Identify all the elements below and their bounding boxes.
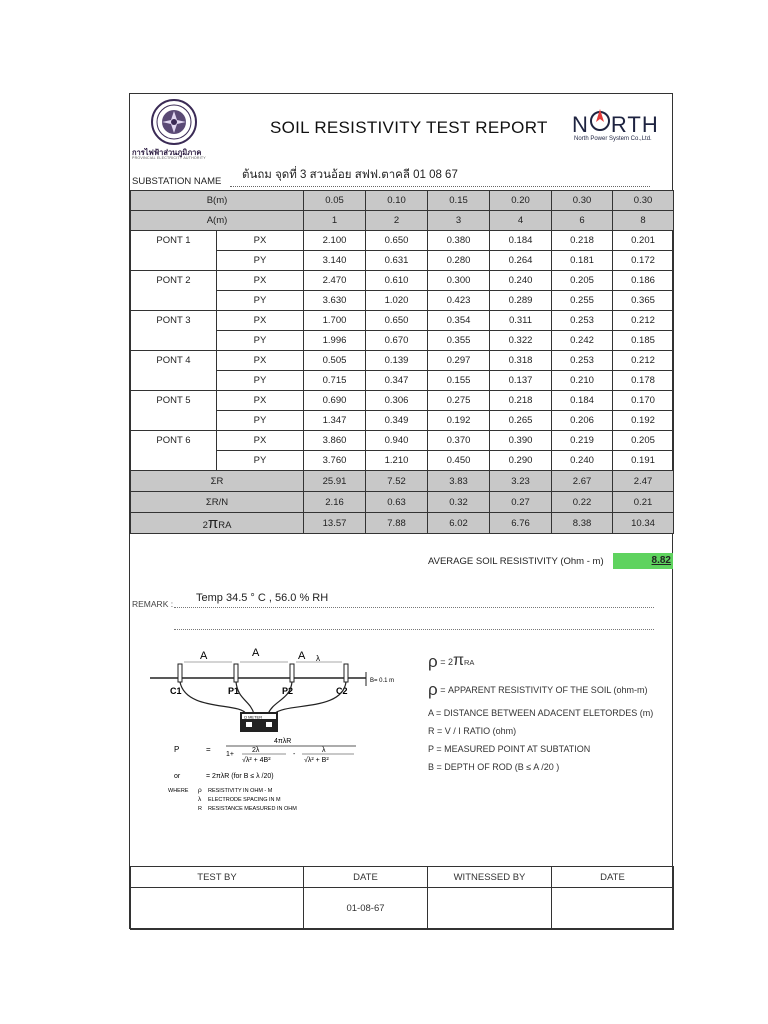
table-cell: 3.630: [304, 291, 366, 311]
table-cell: 0.139: [366, 351, 428, 371]
point-name: PONT 3: [131, 311, 217, 331]
table-cell: 0.255: [552, 291, 613, 311]
axis-label: PY: [217, 371, 304, 391]
table-cell: 2.470: [304, 271, 366, 291]
table-cell: 0.289: [490, 291, 552, 311]
table-cell: 0.186: [613, 271, 674, 291]
sum-rn-row: [131, 492, 674, 513]
where-lambda-symbol: λ: [198, 796, 202, 803]
formula-numerator: 4πλR: [274, 738, 292, 745]
remark-label: REMARK :: [132, 599, 174, 609]
a-spacing-3: A: [298, 650, 306, 662]
substation-label: SUBSTATION NAME: [132, 176, 222, 187]
table-cell: 1.210: [366, 451, 428, 471]
table-cell: 0.205: [613, 431, 674, 451]
average-value-text: 8.82: [651, 555, 671, 566]
where-r-symbol: R: [198, 806, 202, 812]
report-title: SOIL RESISTIVITY TEST REPORT: [270, 118, 548, 137]
where-label: WHERE: [168, 788, 189, 794]
report-sheet: [129, 93, 673, 929]
table-cell: 0.347: [366, 371, 428, 391]
date-header-1: DATE: [304, 867, 428, 888]
point-name-cont: [131, 331, 217, 351]
sum-rn-value: 0.27: [490, 492, 552, 513]
table-cell: 0.172: [613, 251, 674, 271]
table-cell: 3.860: [304, 431, 366, 451]
two-pi-ra-row: [131, 513, 674, 534]
north-logo-n: N: [572, 112, 589, 137]
formula-one: 1+: [226, 751, 234, 758]
test-by-cell: [131, 888, 304, 930]
b-value: 0.20: [490, 191, 552, 211]
axis-label: PY: [217, 291, 304, 311]
table-cell: 0.354: [428, 311, 490, 331]
point-row: [131, 431, 674, 451]
table-cell: 0.423: [428, 291, 490, 311]
date-header-2: DATE: [552, 867, 674, 888]
table-cell: 0.212: [613, 311, 674, 331]
table-cell: 0.205: [552, 271, 613, 291]
pea-logo: [150, 98, 198, 146]
table-cell: 1.020: [366, 291, 428, 311]
a-value: 1: [304, 211, 366, 231]
two-pi-ra-value: 6.76: [490, 513, 552, 534]
sum-r-label: ΣR: [131, 471, 304, 492]
point-name-cont: [131, 291, 217, 311]
remark-line-1: [174, 607, 654, 608]
meter-label: Ω METER: [244, 714, 263, 720]
pea-name-en: PROVINCIAL ELECTRICITY AUTHORITY: [132, 156, 206, 160]
table-cell: 0.218: [552, 231, 613, 251]
point-name-cont: [131, 251, 217, 271]
table-cell: 0.191: [613, 451, 674, 471]
axis-label: PY: [217, 331, 304, 351]
two-pi-ra-label: [131, 513, 304, 534]
table-cell: 0.370: [428, 431, 490, 451]
axis-label: PX: [217, 231, 304, 251]
table-cell: 0.311: [490, 311, 552, 331]
where-r: RESISTANCE MEASURED IN OHM: [208, 806, 297, 812]
test-by-header: TEST BY: [131, 867, 304, 888]
legend-line6: B = DEPTH OF ROD (B ≤ A /20 ): [428, 762, 560, 772]
sum-r-value: 3.23: [490, 471, 552, 492]
table-cell: 0.349: [366, 411, 428, 431]
table-cell: 3.760: [304, 451, 366, 471]
table-cell: 0.318: [490, 351, 552, 371]
legend-line2: = APPARENT RESISTIVITY OF THE SOIL (ohm-m): [440, 685, 648, 695]
table-cell: 2.100: [304, 231, 366, 251]
a-value: 2: [366, 211, 428, 231]
sum-r-row: [131, 471, 674, 492]
sum-rn-label: ΣR/N: [131, 492, 304, 513]
point-row: [131, 231, 674, 251]
remark-line-2: [174, 629, 654, 630]
b-row: [131, 191, 674, 211]
sum-r-value: 3.83: [428, 471, 490, 492]
sum-r-value: 25.91: [304, 471, 366, 492]
formula-lambda: λ: [322, 747, 326, 754]
axis-label: PX: [217, 311, 304, 331]
p1-label: P1: [228, 686, 240, 696]
a-value: 3: [428, 211, 490, 231]
where-lambda: ELECTRODE SPACING IN M: [208, 797, 281, 803]
table-cell: 0.192: [428, 411, 490, 431]
point-name-cont: [131, 411, 217, 431]
two-pi-ra-value: 7.88: [366, 513, 428, 534]
sum-rn-value: 0.32: [428, 492, 490, 513]
lambda-label: λ: [316, 654, 320, 663]
point-name-cont: [131, 371, 217, 391]
a-label: A(m): [131, 211, 304, 231]
table-cell: 0.940: [366, 431, 428, 451]
table-cell: 0.206: [552, 411, 613, 431]
a-value: 8: [613, 211, 674, 231]
pea-name-th: การไฟฟ้าส่วนภูมิภาค: [132, 148, 202, 157]
table-cell: 1.347: [304, 411, 366, 431]
b-value: 0.30: [613, 191, 674, 211]
two-pi-ra-2: 2: [202, 519, 208, 531]
table-cell: 0.650: [366, 311, 428, 331]
table-cell: 0.670: [366, 331, 428, 351]
b-value: 0.05: [304, 191, 366, 211]
table-cell: 1.700: [304, 311, 366, 331]
table-cell: 0.290: [490, 451, 552, 471]
table-cell: 0.650: [366, 231, 428, 251]
table-cell: 0.380: [428, 231, 490, 251]
substation-underline: [230, 186, 650, 187]
table-cell: 0.212: [613, 351, 674, 371]
table-cell: 0.201: [613, 231, 674, 251]
table-cell: 0.322: [490, 331, 552, 351]
two-pi-ra-value: 6.02: [428, 513, 490, 534]
point-row: [131, 391, 674, 411]
table-cell: 0.355: [428, 331, 490, 351]
formula-p: P: [174, 745, 180, 754]
north-logo-rth: RTH: [610, 112, 659, 137]
pi-symbol: π: [207, 514, 219, 532]
table-cell: 0.390: [490, 431, 552, 451]
point-row: [131, 251, 674, 271]
date-value-1: 01-08-67: [304, 888, 428, 930]
point-name-cont: [131, 451, 217, 471]
b-value: 0.15: [428, 191, 490, 211]
formula-root2: √λ² + B²: [304, 757, 329, 764]
table-cell: 0.264: [490, 251, 552, 271]
axis-label: PY: [217, 411, 304, 431]
table-cell: 0.219: [552, 431, 613, 451]
sum-rn-value: 0.22: [552, 492, 613, 513]
table-cell: 0.181: [552, 251, 613, 271]
point-name: PONT 1: [131, 231, 217, 251]
table-cell: 0.240: [552, 451, 613, 471]
table-cell: 0.275: [428, 391, 490, 411]
point-row: [131, 351, 674, 371]
axis-label: PX: [217, 391, 304, 411]
table-cell: 0.280: [428, 251, 490, 271]
a-spacing-1: A: [200, 650, 208, 662]
formula-2lambda: 2λ: [252, 747, 260, 754]
p2-label: P2: [282, 686, 294, 696]
axis-label: PX: [217, 351, 304, 371]
formula-minus: -: [293, 751, 296, 758]
table-cell: 0.242: [552, 331, 613, 351]
date-value-2: [552, 888, 674, 930]
wenner-diagram: [146, 642, 396, 822]
legend-rho-formula: [428, 652, 668, 672]
sum-r-value: 2.67: [552, 471, 613, 492]
legend-line3: A = DISTANCE BETWEEN ADACENT ELETORDES (m): [428, 708, 654, 718]
legend-line5: P = MEASURED POINT AT SUBTATION: [428, 744, 591, 754]
north-company-name: North Power System Co.,Ltd.: [574, 136, 652, 142]
where-rho: RESISTIVITY IN OHM - M: [208, 788, 273, 794]
table-cell: 0.306: [366, 391, 428, 411]
b-value: 0.10: [366, 191, 428, 211]
a-value: 4: [490, 211, 552, 231]
table-cell: 0.610: [366, 271, 428, 291]
table-cell: 0.253: [552, 351, 613, 371]
table-cell: 0.184: [490, 231, 552, 251]
north-logo: [572, 108, 659, 138]
legend-eq: = 2: [440, 657, 453, 667]
table-cell: 0.300: [428, 271, 490, 291]
compass-icon: [589, 108, 611, 132]
axis-label: PY: [217, 451, 304, 471]
table-cell: 0.297: [428, 351, 490, 371]
sum-r-value: 2.47: [613, 471, 674, 492]
rho-symbol: ρ: [428, 652, 438, 671]
c2-label: C2: [336, 686, 348, 696]
table-cell: 3.140: [304, 251, 366, 271]
substation-name: ต้นถม จุดที่ 3 สวนอ้อย สฟฟ.ตาคลี 01 08 67: [242, 169, 458, 181]
table-cell: 1.996: [304, 331, 366, 351]
table-cell: 0.240: [490, 271, 552, 291]
measurement-table: [130, 190, 674, 534]
two-pi-ra-ra: RA: [218, 519, 232, 531]
point-name: PONT 6: [131, 431, 217, 451]
table-cell: 0.505: [304, 351, 366, 371]
witnessed-by-header: WITNESSED BY: [428, 867, 552, 888]
table-cell: 0.185: [613, 331, 674, 351]
remark-value: Temp 34.5 ° C , 56.0 % RH: [196, 592, 329, 604]
point-row: [131, 331, 674, 351]
legend-rho-definition: [428, 680, 668, 700]
rho-symbol-2: ρ: [428, 680, 438, 699]
axis-label: PX: [217, 271, 304, 291]
axis-label: PY: [217, 251, 304, 271]
point-name: PONT 2: [131, 271, 217, 291]
signature-table: [130, 866, 674, 930]
point-row: [131, 311, 674, 331]
c1-label: C1: [170, 686, 182, 696]
witnessed-by-cell: [428, 888, 552, 930]
b-value: 0.30: [552, 191, 613, 211]
a-row: [131, 211, 674, 231]
point-name: PONT 5: [131, 391, 217, 411]
where-rho-symbol: ρ: [198, 787, 202, 794]
average-label: AVERAGE SOIL RESISTIVITY (Ohm - m): [428, 556, 604, 567]
table-cell: 0.170: [613, 391, 674, 411]
pi-symbol: π: [452, 652, 464, 669]
table-cell: 0.155: [428, 371, 490, 391]
point-row: [131, 451, 674, 471]
table-cell: 0.192: [613, 411, 674, 431]
table-cell: 0.178: [613, 371, 674, 391]
axis-label: PX: [217, 431, 304, 451]
point-name: PONT 4: [131, 351, 217, 371]
two-pi-ra-value: 10.34: [613, 513, 674, 534]
formula-alternative: = 2πλR (for B ≤ λ /20): [206, 773, 274, 780]
formula-root1: √λ² + 4B²: [242, 757, 271, 764]
b-depth-label: B= 0.1 m: [370, 678, 395, 684]
formula-or: or: [174, 773, 181, 780]
point-row: [131, 371, 674, 391]
sum-r-value: 7.52: [366, 471, 428, 492]
two-pi-ra-value: 13.57: [304, 513, 366, 534]
point-row: [131, 271, 674, 291]
formula-equals: =: [206, 745, 211, 754]
sum-rn-value: 0.21: [613, 492, 674, 513]
table-cell: 0.631: [366, 251, 428, 271]
point-row: [131, 411, 674, 431]
table-cell: 0.450: [428, 451, 490, 471]
table-cell: 0.184: [552, 391, 613, 411]
table-cell: 0.715: [304, 371, 366, 391]
table-cell: 0.690: [304, 391, 366, 411]
formula-legend: [428, 652, 668, 780]
average-value: [613, 553, 673, 569]
point-row: [131, 291, 674, 311]
a-spacing-2: A: [252, 647, 260, 659]
table-cell: 0.265: [490, 411, 552, 431]
table-cell: 0.218: [490, 391, 552, 411]
two-pi-ra-value: 8.38: [552, 513, 613, 534]
table-cell: 0.137: [490, 371, 552, 391]
b-label: B(m): [131, 191, 304, 211]
table-cell: 0.210: [552, 371, 613, 391]
table-cell: 0.253: [552, 311, 613, 331]
legend-ra: RA: [464, 658, 475, 667]
table-cell: 0.365: [613, 291, 674, 311]
sum-rn-value: 2.16: [304, 492, 366, 513]
a-value: 6: [552, 211, 613, 231]
sum-rn-value: 0.63: [366, 492, 428, 513]
legend-line4: R = V / I RATIO (ohm): [428, 726, 517, 736]
